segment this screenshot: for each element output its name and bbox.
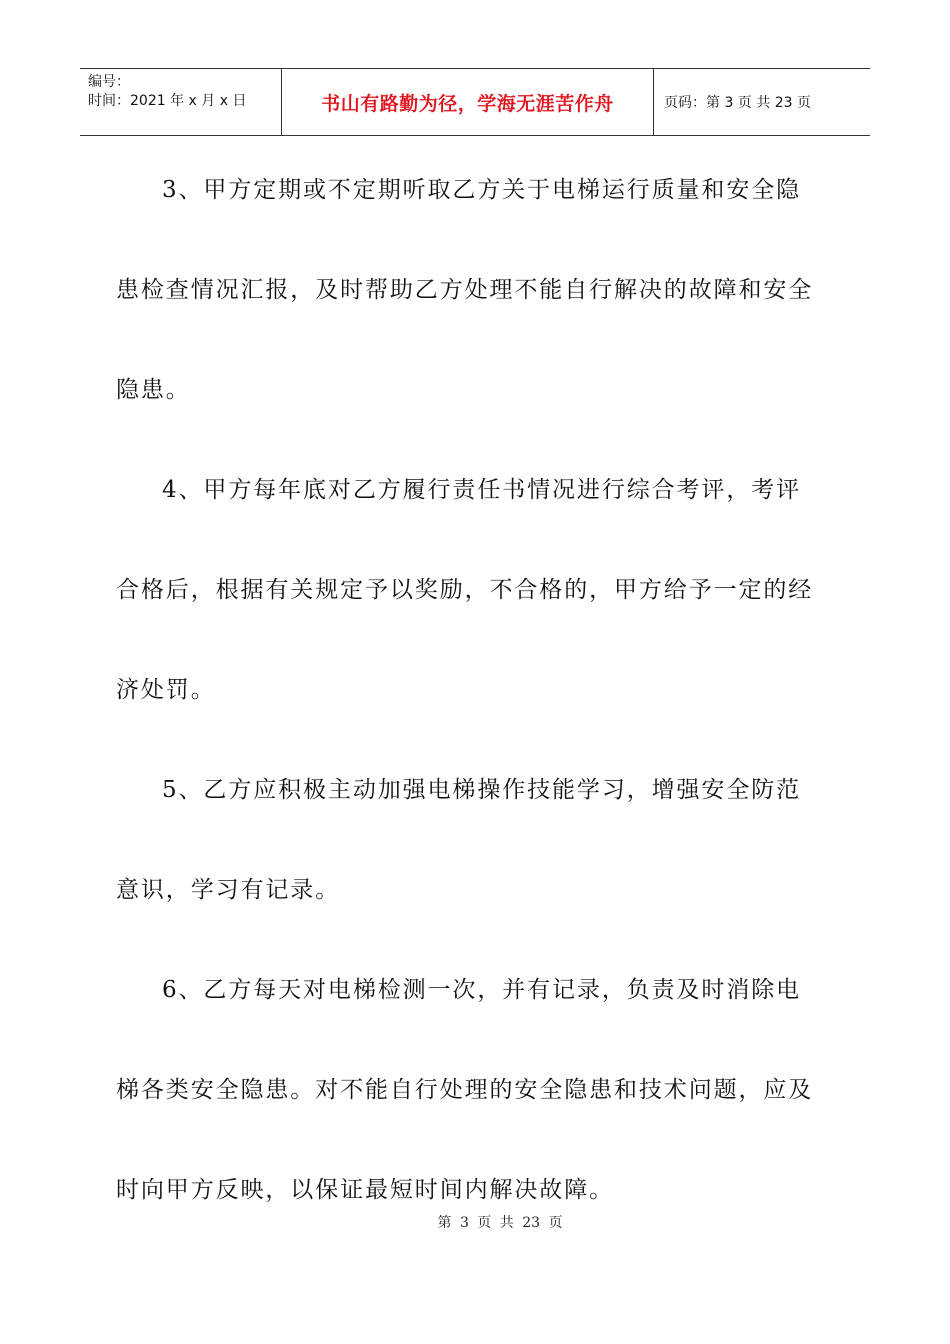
paragraph-line: 5、乙方应积极主动加强电梯操作技能学习，增强安全防范 bbox=[162, 777, 802, 803]
paragraph-line: 6、乙方每天对电梯检测一次，并有记录，负责及时消除电 bbox=[162, 977, 802, 1003]
page-footer: 第 3 页 共 23 页 bbox=[437, 1215, 563, 1231]
header-motto: 书山有路勤为径，学海无涯苦作舟 bbox=[282, 69, 654, 135]
document-time-label: 时间：2021 年 x 月 x 日 bbox=[88, 93, 247, 109]
header-page-label: 页码：第 3 页 共 23 页 bbox=[664, 95, 811, 111]
paragraph-line: 意识，学习有记录。 bbox=[116, 877, 341, 903]
document-number-label: 编号： bbox=[88, 74, 130, 90]
paragraph-line: 患检查情况汇报，及时帮助乙方处理不能自行解决的故障和安全 bbox=[116, 277, 814, 303]
paragraph-line: 合格后，根据有关规定予以奖励，不合格的，甲方给予一定的经 bbox=[116, 577, 814, 603]
paragraph-line: 时向甲方反映，以保证最短时间内解决故障。 bbox=[116, 1177, 614, 1203]
paragraph-line: 隐患。 bbox=[116, 377, 191, 403]
paragraph-line: 济处罚。 bbox=[116, 677, 216, 703]
document-body bbox=[116, 160, 836, 1260]
paragraph-line: 3、甲方定期或不定期听取乙方关于电梯运行质量和安全隐 bbox=[162, 177, 802, 203]
page-header bbox=[80, 68, 870, 136]
paragraph-line: 4、甲方每年底对乙方履行责任书情况进行综合考评，考评 bbox=[162, 477, 802, 503]
paragraph-line: 梯各类安全隐患。对不能自行处理的安全隐患和技术问题，应及 bbox=[116, 1077, 814, 1103]
header-meta bbox=[80, 69, 282, 135]
